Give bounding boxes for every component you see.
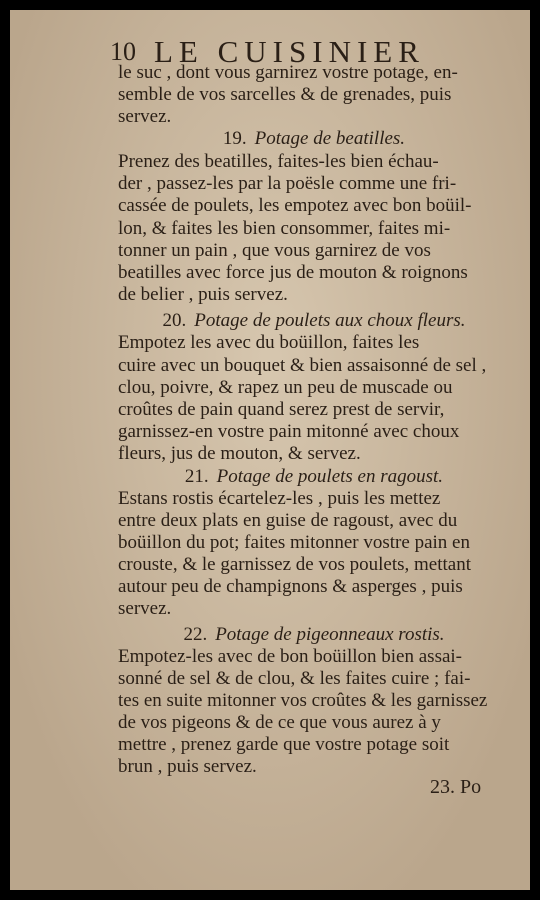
text-line: beatilles avec force jus de mouton & roignons (118, 262, 468, 283)
text-line: Estans rostis écartelez-les , puis les mettez (118, 488, 441, 509)
page-number: 10 (110, 37, 136, 66)
recipe-heading (118, 466, 510, 488)
recipe-title: Potage de poulets aux choux fleurs. (194, 310, 466, 331)
recipe-number: 22. (183, 624, 208, 645)
recipe-heading (118, 624, 510, 646)
text-line: lon, & faites les bien consommer, faites mi- (118, 218, 451, 239)
text-line: crouste, & le garnissez de vos poulets, mettant (118, 554, 471, 575)
recipe-title: Potage de pigeonneaux rostis. (215, 624, 445, 645)
text-line: cassée de poulets, les empotez avec bon boüil- (118, 195, 472, 216)
text-line: le suc , dont vous garnirez vostre potage, en- (118, 62, 458, 83)
text-line: semble de vos sarcelles & de grenades, puis (118, 84, 452, 105)
text-line: brun , puis servez. (118, 756, 257, 777)
recipe-title: Potage de beatilles. (254, 128, 406, 149)
text-line: de belier , puis servez. (118, 284, 288, 305)
recipe-number: 20. (162, 310, 187, 331)
text-line: sonné de sel & de clou, & les faites cuire ; fai- (118, 668, 471, 689)
text-line: servez. (118, 106, 172, 127)
text-line: servez. (118, 598, 172, 619)
text-line: de vos pigeons & de ce que vous aurez à y (118, 712, 441, 733)
recipe-title: Potage de poulets en ragoust. (216, 466, 444, 487)
running-title: LE CUISINIER (154, 34, 425, 69)
text-line: tonner un pain , que vous garnirez de vos (118, 240, 431, 261)
recipe-heading (118, 310, 510, 332)
text-line: tes en suite mitonner vos croûtes & les garnissez (118, 690, 488, 711)
recipe-heading (118, 128, 510, 150)
text-line: entre deux plats en guise de ragoust, avec du (118, 510, 458, 531)
text-line: fleurs, jus de mouton, & servez. (118, 443, 361, 464)
text-line: croûtes de pain quand serez prest de servir, (118, 399, 445, 420)
text-line: der , passez-les par la poësle comme une fri- (118, 173, 457, 194)
text-line: Prenez des beatilles, faites-les bien échau- (118, 151, 439, 172)
text-line: garnissez-en vostre pain mitonné avec choux (118, 421, 460, 442)
text-line: clou, poivre, & rapez un peu de muscade ou (118, 377, 453, 398)
recipe-number: 19. (222, 128, 247, 149)
text-line: autour peu de champignons & asperges , puis (118, 576, 463, 597)
text-line: mettre , prenez garde que vostre potage soit (118, 734, 450, 755)
text-line: Empotez-les avec de bon boüillon bien assai- (118, 646, 463, 667)
text-line: boüillon du pot; faites mitonner vostre pain en (118, 532, 470, 553)
text-line: cuire avec un bouquet & bien assaisonné de sel , (118, 355, 487, 376)
recipe-number: 21. (184, 466, 209, 487)
text-line: Empotez les avec du boüillon, faites les (118, 332, 420, 353)
catchword: 23. Po (430, 776, 482, 798)
